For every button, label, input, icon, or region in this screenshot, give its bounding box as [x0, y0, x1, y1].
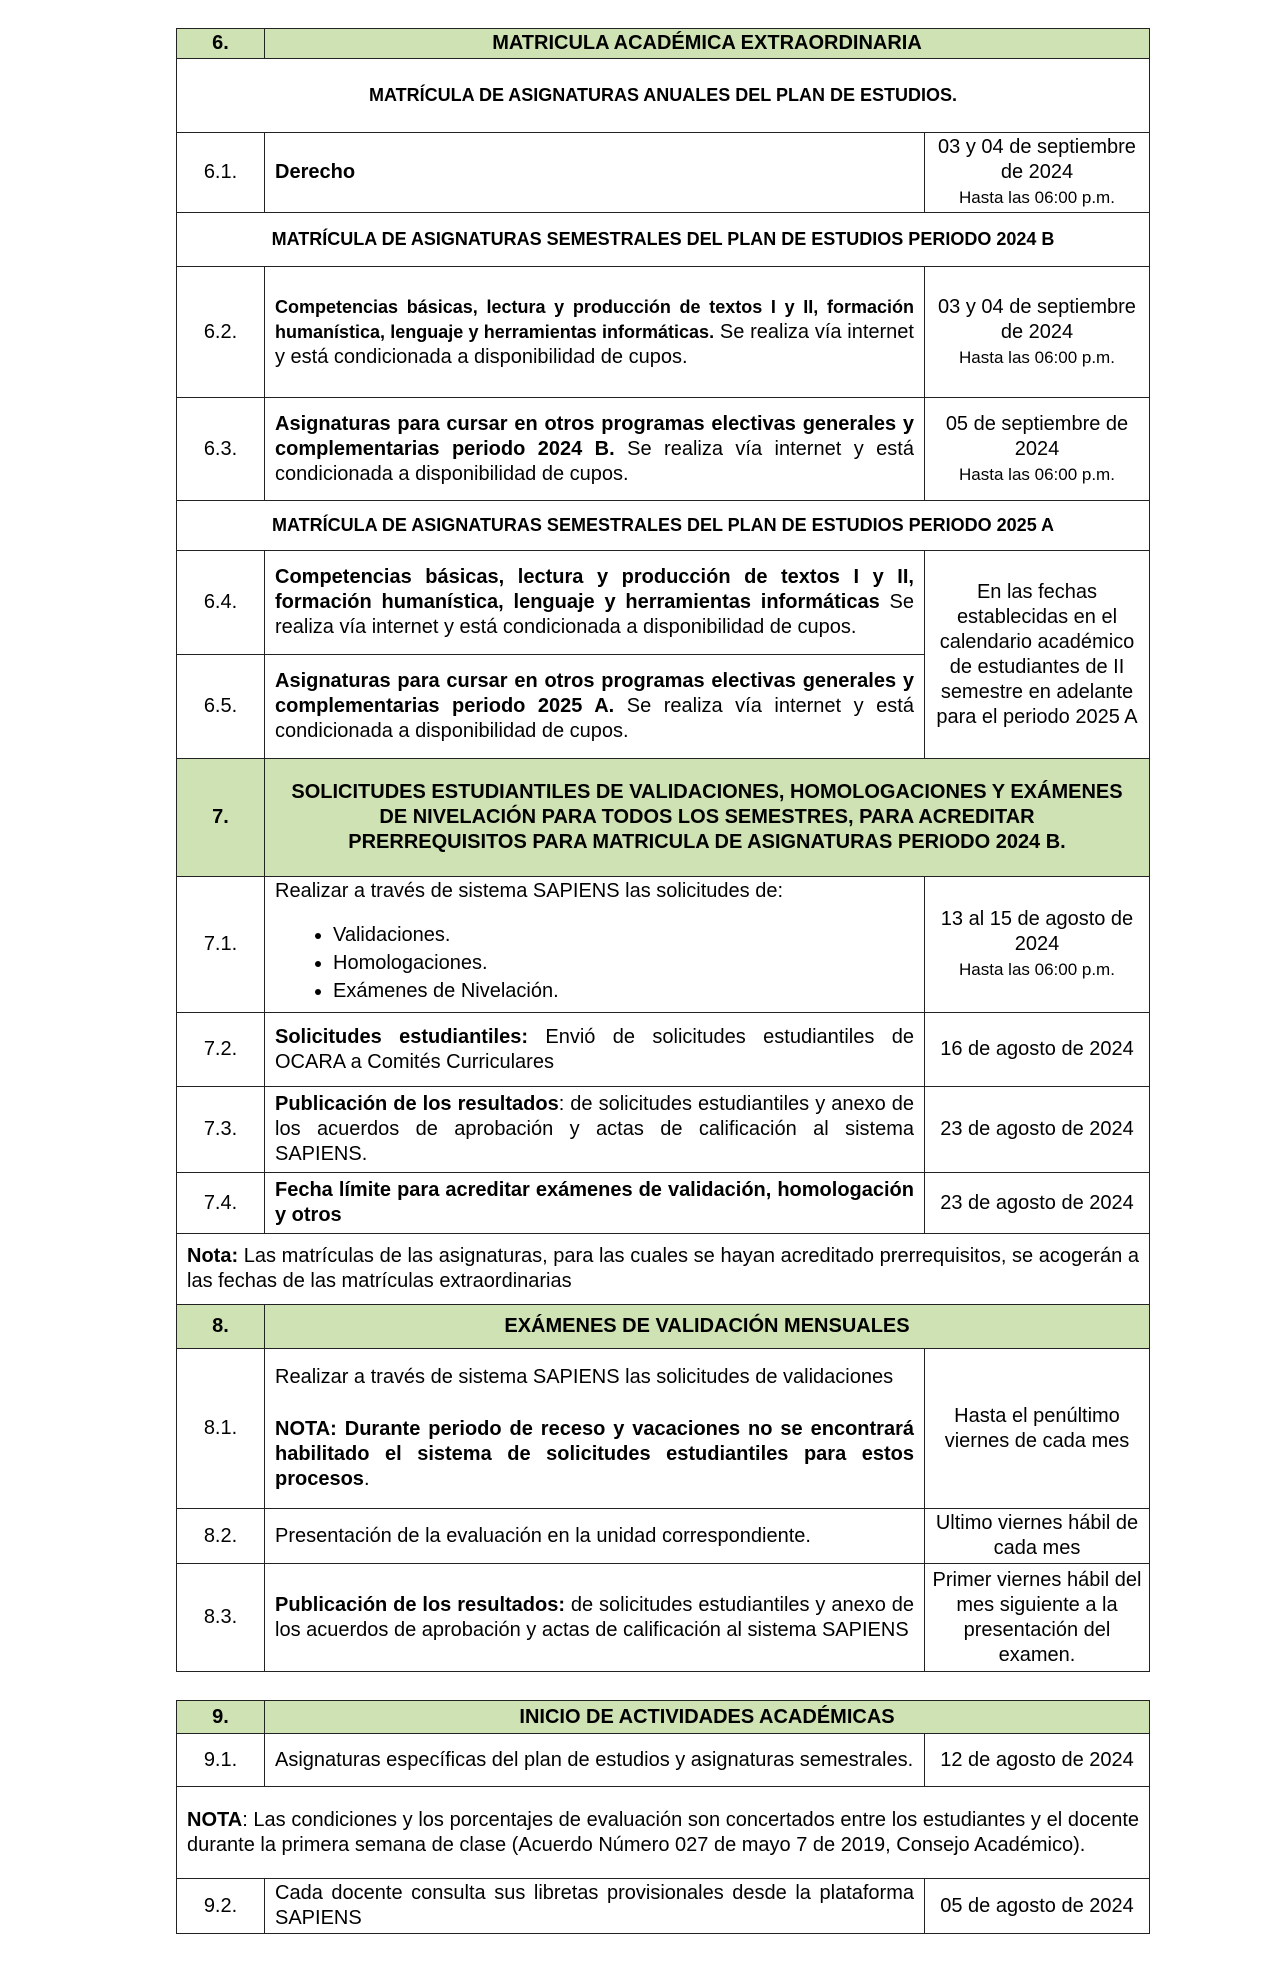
row-text: de solicitudes estudiantiles y anexo de los acuerdos de aprobación y actas de calificación al sistema SAPIENS	[275, 1593, 914, 1641]
row-bold-text: Derecho	[275, 161, 356, 183]
row-note	[275, 1417, 914, 1492]
row-description: Cada docente consulta sus libretas provisionales desde la plataforma SAPIENS	[265, 1879, 925, 1934]
section-8-header	[177, 1305, 1150, 1349]
note	[177, 1787, 1150, 1879]
row-description	[265, 655, 925, 759]
row-date	[924, 398, 1149, 501]
row-number: 8.2.	[177, 1509, 265, 1564]
table-row	[177, 1173, 1150, 1234]
row-text: Se realiza vía internet y está condicionada a disponibilidad de cupos.	[275, 695, 914, 742]
row-date: 12 de agosto de 2024	[925, 1734, 1150, 1787]
row-date: En las fechas establecidas en el calendario académico de estudiantes de II semestre en adelante para el periodo 2025 A	[924, 551, 1149, 759]
row-description	[265, 551, 925, 655]
row-number: 7.3.	[177, 1087, 265, 1173]
date-text: 13 al 15 de agosto de 2024	[940, 908, 1134, 955]
row-number: 8.1.	[177, 1349, 265, 1509]
section-6-header	[177, 29, 1150, 59]
subheader: MATRÍCULA DE ASIGNATURAS SEMESTRALES DEL PLAN DE ESTUDIOS PERIODO 2024 B	[177, 213, 1150, 267]
table-row	[177, 1734, 1150, 1787]
note-row	[177, 1787, 1150, 1879]
table-row	[177, 133, 1150, 213]
row-number: 6.4.	[177, 551, 265, 655]
row-date: Primer viernes hábil del mes siguiente a la presentación del examen.	[924, 1564, 1149, 1672]
table-row	[177, 1564, 1150, 1672]
row-description	[265, 133, 925, 213]
row-bold-text: Competencias básicas, lectura y producción de textos I y II, formación humanística, lenguaje y herramientas informáticas	[275, 566, 914, 613]
note	[177, 1234, 1150, 1305]
row-description: Asignaturas específicas del plan de estudios y asignaturas semestrales.	[265, 1734, 925, 1787]
table-row	[177, 877, 1150, 1013]
row-description	[265, 1349, 925, 1509]
section-title: EXÁMENES DE VALIDACIÓN MENSUALES	[265, 1305, 1150, 1349]
row-number: 9.2.	[177, 1879, 265, 1934]
date-text: 05 de septiembre de 2024	[945, 412, 1129, 460]
subheader-row	[177, 59, 1150, 133]
row-description	[265, 1173, 925, 1234]
row-bold-text: Fecha límite para acreditar exámenes de validación, homologación y otros	[275, 1179, 914, 1226]
section-9-header	[177, 1701, 1150, 1734]
time-text: Hasta las 06:00 p.m.	[959, 347, 1115, 367]
row-number: 9.1.	[177, 1734, 265, 1787]
row-date: 23 de agosto de 2024	[924, 1173, 1149, 1234]
row-number: 6.5.	[177, 655, 265, 759]
row-bold-text: Asignaturas para cursar en otros programas electivas generales y complementarias periodo 2024 B.	[275, 412, 914, 460]
calendar-table-main	[176, 28, 1150, 1672]
date-text: 03 y 04 de septiembre de 2024	[938, 295, 1136, 343]
row-date	[924, 267, 1149, 398]
table-row	[177, 1087, 1150, 1173]
row-number: 7.1.	[177, 877, 265, 1013]
row-date: 05 de agosto de 2024	[925, 1879, 1150, 1934]
row-text: : de solicitudes estudiantiles y anexo de los acuerdos de aprobación y actas de calificación al sistema SAPIENS.	[275, 1093, 914, 1165]
row-date	[924, 133, 1149, 213]
section-title: SOLICITUDES ESTUDIANTILES DE VALIDACIONES, HOMOLOGACIONES Y EXÁMENES DE NIVELACIÓN PARA TODOS LOS SEMESTRES, PARA ACREDITAR PRERREQUISITOS PARA MATRICULA DE ASIGNATURAS PERIODO 2024 B.	[265, 759, 1150, 877]
subheader-row	[177, 213, 1150, 267]
row-description: Presentación de la evaluación en la unidad correspondiente.	[265, 1509, 925, 1564]
row-text: Realizar a través de sistema SAPIENS las solicitudes de validaciones	[275, 1366, 894, 1388]
row-text: Envió de solicitudes estudiantiles de OCARA a Comités Curriculares	[275, 1025, 914, 1073]
table-row	[177, 1349, 1150, 1509]
time-text: Hasta las 06:00 p.m.	[959, 464, 1115, 484]
list-item: • Validaciones.	[333, 921, 914, 949]
table-row	[177, 1879, 1150, 1934]
section-7-header	[177, 759, 1150, 877]
table-row	[177, 551, 1150, 655]
row-text: Se realiza vía internet y está condicionada a disponibilidad de cupos.	[275, 320, 914, 368]
row-date: 23 de agosto de 2024	[924, 1087, 1149, 1173]
row-description	[265, 1013, 925, 1087]
note-text: : Las condiciones y los porcentajes de evaluación son concertados entre los estudiantes y el docente durante la primera semana de clase (Acuerdo Número 027 de mayo 7 de 2019, Consejo Académico).	[187, 1808, 1139, 1856]
subheader: MATRÍCULA DE ASIGNATURAS ANUALES DEL PLAN DE ESTUDIOS.	[177, 59, 1150, 133]
row-number: 7.2.	[177, 1013, 265, 1087]
row-date: 16 de agosto de 2024	[924, 1013, 1149, 1087]
row-number: 6.3.	[177, 398, 265, 501]
note-row	[177, 1234, 1150, 1305]
list-item: • Homologaciones.	[333, 949, 914, 977]
table-row	[177, 1509, 1150, 1564]
row-bold-text: Asignaturas para cursar en otros programas electivas generales y complementarias periodo 2025 A.	[275, 670, 914, 717]
row-date: Ultimo viernes hábil de cada mes	[924, 1509, 1149, 1564]
section-number: 9.	[177, 1701, 265, 1734]
section-number: 8.	[177, 1305, 265, 1349]
row-tail: .	[363, 1468, 370, 1490]
row-number: 8.3.	[177, 1564, 265, 1672]
section-title: MATRICULA ACADÉMICA EXTRAORDINARIA	[265, 29, 1150, 59]
table-row	[177, 1013, 1150, 1087]
time-text: Hasta las 06:00 p.m.	[959, 188, 1115, 207]
section-number: 6.	[177, 29, 265, 59]
note-label: NOTA	[187, 1808, 243, 1831]
date-text: 03 y 04 de septiembre de 2024	[938, 136, 1136, 183]
request-list	[275, 921, 914, 1005]
row-bold-text: Publicación de los resultados	[275, 1093, 559, 1115]
row-description	[265, 877, 925, 1013]
row-description	[265, 398, 925, 501]
row-bold-text: Publicación de los resultados:	[275, 1593, 565, 1616]
row-number: 6.1.	[177, 133, 265, 213]
row-bold-text: NOTA: Durante periodo de receso y vacaciones no se encontrará habilitado el sistema de solicitudes estudiantiles para estos procesos	[275, 1418, 914, 1490]
row-bold-text: Competencias básicas, lectura y producción de textos I y II, formación humanística, lenguaje y herramientas informáticas.	[275, 296, 914, 342]
list-item: • Exámenes de Nivelación.	[333, 977, 914, 1005]
section-number: 7.	[177, 759, 265, 877]
row-description	[265, 267, 925, 398]
subheader: MATRÍCULA DE ASIGNATURAS SEMESTRALES DEL PLAN DE ESTUDIOS PERIODO 2025 A	[177, 501, 1150, 551]
time-text: Hasta las 06:00 p.m.	[959, 960, 1115, 979]
row-number: 7.4.	[177, 1173, 265, 1234]
row-number: 6.2.	[177, 267, 265, 398]
row-date: Hasta el penúltimo viernes de cada mes	[924, 1349, 1149, 1509]
calendar-table-activities	[176, 1700, 1150, 1934]
row-text: Realizar a través de sistema SAPIENS las solicitudes de:	[275, 880, 783, 902]
table-row	[177, 398, 1150, 501]
row-description	[265, 1564, 925, 1672]
row-date	[924, 877, 1149, 1013]
note-text: Las matrículas de las asignaturas, para las cuales se hayan acreditado prerrequisitos, se acogerán a las fechas de las matrículas extraordinarias	[187, 1245, 1139, 1292]
row-text: Se realiza vía internet y está condicionada a disponibilidad de cupos.	[275, 437, 914, 485]
subheader-row	[177, 501, 1150, 551]
row-description	[265, 1087, 925, 1173]
note-label: Nota:	[187, 1245, 239, 1267]
table-row	[177, 267, 1150, 398]
row-bold-text: Solicitudes estudiantiles:	[275, 1025, 528, 1048]
section-title: INICIO DE ACTIVIDADES ACADÉMICAS	[265, 1701, 1150, 1734]
row-text: Se realiza vía internet y está condicionada a disponibilidad de cupos.	[275, 591, 914, 638]
